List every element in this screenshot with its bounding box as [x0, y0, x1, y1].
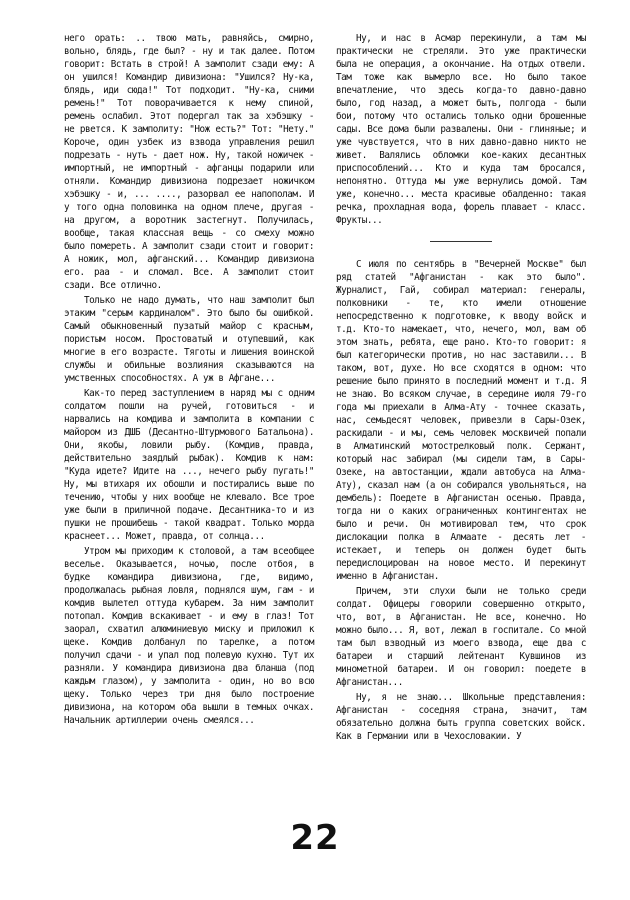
- left-paragraph-1: него орать: .. твою мать, равняйсь, смирно, вольно, блядь, где был? - ну и так далее. Потом говорит: Встать в строй! А замполит сзади ему: А он ушился! Командир дивизиона: "Ушился? Ну-ка, блядь, иди сюда!" Тот подходит. "Ну-ка, сними ремень!" Тот поворачивается к нему спиной, ремень ослабил. Этот подергал так за хэбэшку - не рвется. К замполиту: "Нож есть?" Тот: "Нету." Короче, один узбек из взвода управления решил подрезать - нуть - дает нож. Ну, такой ножичек - импортный, не импортный - афганцы подарили или отняли. Командир дивизиона подрезает ножичком хэбэшку - и, ... ...., разорвал ее напополам. И у того одна половинка на одном плече, другая - на другом, а воротник застегнут. Получилась, вообще, такая классная вещь - со смеху можно было помереть. А замполит сзади стоит и говорит: А ножик, мол, афганский... Командир дивизиона его. раа - и сломал. Все. А замполит стоит сзади. Все отлично.: [64, 33, 314, 291]
- right-paragraph-4: Ну, я не знаю... Школьные представления: Афганистан - соседняя страна, значит, там обязательно должна быть группа советских войск. Как в Германии или в Чехословакии. У: [336, 692, 586, 742]
- left-paragraph-2: Только не надо думать, что наш замполит был этаким "серым кардиналом". Это было бы ошибкой. Самый обыкновенный пузатый майор с красным, пористым носом. Простоватый и отупевший, как многие в его возрасте. Тяготы и лишения воинской службы и обильные возлияния сказываются на умственных способностях. А уж в Афгане...: [64, 295, 314, 384]
- right-paragraph-2: С июля по сентябрь в "Вечерней Москве" был ряд статей "Афганистан - как это было". Журналист, Гай, собирал материал: генералы, полковники - те, кто имели отношение непосредственно к подготовке, к вводу войск и т.д. Кто-то намекает, что, нечего, мол, вам об этом знать, ребята, еще рано. Кто-то говорит: я был категорически против, но нас заставили... В таком, вот, духе. Но все сходятся в одном: что решение было принято в последний момент и т.д. Я не знаю. Во всяком случае, в середине июля 79-го года мы приехали в Алма-Ату - точнее сказать, нас, семьдесят человек, привезли в Сары-Озек, раскидали - и мы, семь человек москвичей попали в Алматинский мотострелковый полк. Сержант, который нас забирал (мы сидели там, в Сары-Озеке, на автостанции, ждали автобуса на Алма-Ату), сказал нам (а он собирался увольняться, на дембель): Поедете в Афганистан осенью. Правда, тогда ни о каких ограниченных контингентах не было и речи. Он мотивировал тем, что срок дислокации полка в Алмаате - десять лет - истекает, и теперь он должен будет быть передислоцирован на новое место. И перекинут именно в Афганистан.: [336, 259, 586, 582]
- left-column: [64, 32, 314, 727]
- right-paragraph-1: Ну, и нас в Асмар перекинули, а там мы практически не стреляли. Это уже практически была не операция, а окончание. На отдых отвели. Там тоже как вымерло все. Но было такое впечатление, что здесь когда-то давно-давно было, год назад, а может быть, полгода - были бои, потому что остались только одни брошенные сады. Все дома были развалены. Они - глиняные; и уже чувствуется, что в них давно-давно никто не живет. Валялись обломки кое-каких десантных приспособлений... Кто и куда там бросался, непонятно. Оттуда мы уже вернулись домой. Там уже, конечно... места красивые обалденно: такая речка, прохладная вода, форель плавает - класс. Фрукты...: [336, 33, 586, 226]
- right-paragraph-3: Причем, эти слухи были не только среди солдат. Офицеры говорили совершенно открыто, что, вот, в Афганистан. Не все, конечно. Но можно было... Я, вот, лежал в госпитале. Со мной там был взводный из моего взвода, еще два с батареи и старший лейтенант Кувшинов из минометной батареи. И он говорил: поедете в Афганистан...: [336, 586, 586, 688]
- left-paragraph-3: Как-то перед заступлением в наряд мы с одним солдатом пошли на ручей, готовиться - и нарвались на комдива и замполита в компании с майором из ДШБ (Десантно-Штурмового Батальона). Они, якобы, ловили рыбу. (Комдив, правда, действительно заядлый рыбак). Комдив к нам: "Куда идете? Идите на ..., нечего рыбу пугать!" Ну, мы втихаря их обошли и постирались выше по течению, чтобы у них вообще не клевало. Все трое уже были в приличной подаче. Десантника-то и из пушки не прошибешь - такой квадрат. Только морда краснеет... Может, правда, от солнца...: [64, 388, 314, 542]
- section-separator: [430, 241, 492, 242]
- right-column: [336, 32, 586, 743]
- left-paragraph-4: Утром мы приходим к столовой, а там всеобщее веселье. Оказывается, ночью, после отбоя, в будке командира дивизиона, где, видимо, продолжалась рыбная ловля, поднялся шум, гам - и комдив вылетел оттуда кубарем. За ним замполит потопал. Комдив вскакивает - и ему в глаз! Тот заорал, схватил алюминиевую миску и приложил к щеке. Комдив долбанул по тарелке, а потом получил сдачи - и упал под полевую кухню. Тут их разняли. У командира дивизиона два бланша (под каждым глазом), у замполита - один, но во всю щеку. Только через три дня было построение дивизиона, на котором оба вышли в темных очках. Начальник артиллерии очень смеялся...: [64, 546, 314, 726]
- page-number: 22: [290, 818, 340, 858]
